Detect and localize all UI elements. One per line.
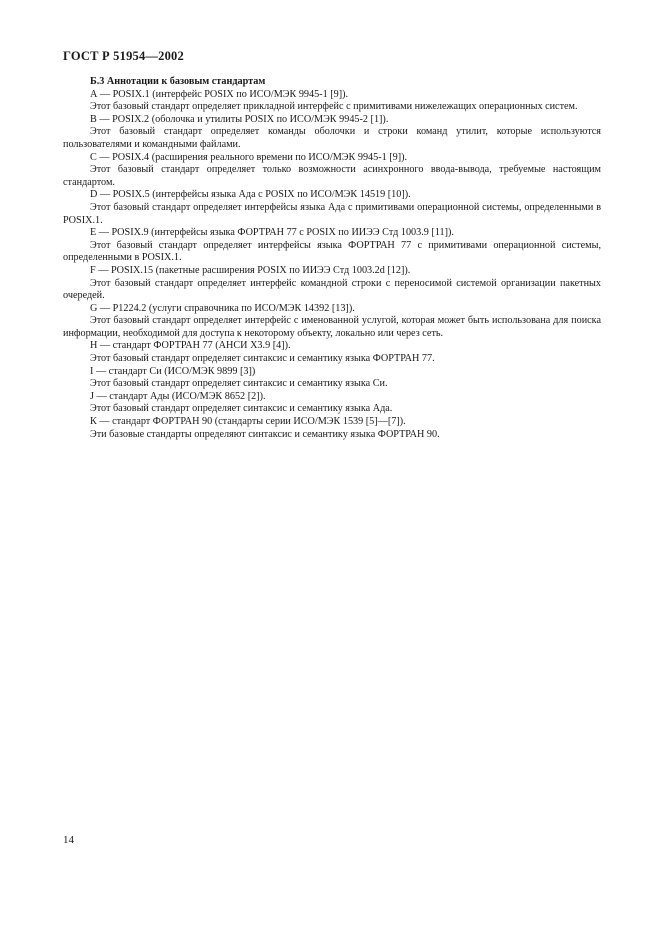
paragraph: I — стандарт Си (ИСО/МЭК 9899 [3]): [90, 365, 256, 377]
paragraph: Эти базовые стандарты определяют синтаксис и семантику языка ФОРТРАН 90.: [90, 428, 440, 440]
paragraph: С — POSIX.4 (расширения реального времени по ИСО/МЭК 9945-1 [9]).: [90, 151, 408, 163]
paragraph: G — Р1224.2 (услуги справочника по ИСО/МЭК 14392 [13]).: [90, 302, 355, 314]
paragraph: Этот базовый стандарт определяет команды оболочки и строки команд утилит, которые используются пользователями и командными файлами.: [63, 126, 601, 150]
paragraph: D — POSIX.5 (интерфейсы языка Ада с POSIX по ИСО/МЭК 14519 [10]).: [90, 189, 411, 201]
paragraph: J — стандарт Ады (ИСО/МЭК 8652 [2]).: [90, 390, 266, 402]
paragraph: Е — POSIX.9 (интерфейсы языка ФОРТРАН 77 с POSIX по ИИЭЭ Стд 1003.9 [11]).: [90, 227, 454, 239]
paragraph: Этот базовый стандарт определяет синтаксис и семантику языка Си.: [90, 378, 388, 390]
paragraph: В — POSIX.2 (оболочка и утилиты POSIX по ИСО/МЭК 9945-2 [1]).: [90, 113, 389, 125]
paragraph: F — POSIX.15 (пакетные расширения POSIX по ИИЭЭ Стд 1003.2d [12]).: [90, 264, 411, 276]
paragraph: Этот базовый стандарт определяет прикладной интерфейс с примитивами нижележащих операционных систем.: [90, 101, 578, 113]
paragraph: Этот базовый стандарт определяет синтаксис и семантику языка Ада.: [90, 403, 393, 415]
paragraph: Этот базовый стандарт определяет только возможности асинхронного ввода-вывода, требуемые настоящим стандартом.: [63, 164, 601, 188]
paragraph: Этот базовый стандарт определяет синтаксис и семантику языка ФОРТРАН 77.: [90, 353, 435, 365]
paragraph: Этот базовый стандарт определяет интерфейсы языка Ада с примитивами операционной системы, определенными в POSIX.1.: [63, 201, 601, 226]
paragraph: Н — стандарт ФОРТРАН 77 (АНСИ Х3.9 [4]).: [90, 340, 291, 352]
paragraph: Этот базовый стандарт определяет интерфейс с именованной услугой, которая может быть использована для поиска информации, необходимой для доступа к некоторому объекту, локально или через сеть.: [63, 315, 601, 339]
paragraph: Этот базовый стандарт определяет интерфейс командной строки с переносимой системой организации пакетных очередей.: [63, 277, 601, 302]
paragraph: А — POSIX.1 (интерфейс POSIX по ИСО/МЭК 9945-1 [9]).: [90, 88, 349, 100]
page-number: 14: [63, 834, 74, 846]
section-title: Б.3 Аннотации к базовым стандартам: [90, 76, 266, 87]
paragraph: Этот базовый стандарт определяет интерфейсы языка ФОРТРАН 77 с примитивами операционной системы, определенными в POSIX.1.: [63, 239, 601, 264]
document-header: ГОСТ Р 51954—2002: [63, 49, 184, 63]
section-content: [63, 76, 601, 441]
paragraph: К — стандарт ФОРТРАН 90 (стандарты серии ИСО/МЭК 1539 [5]—[7]).: [90, 416, 406, 428]
